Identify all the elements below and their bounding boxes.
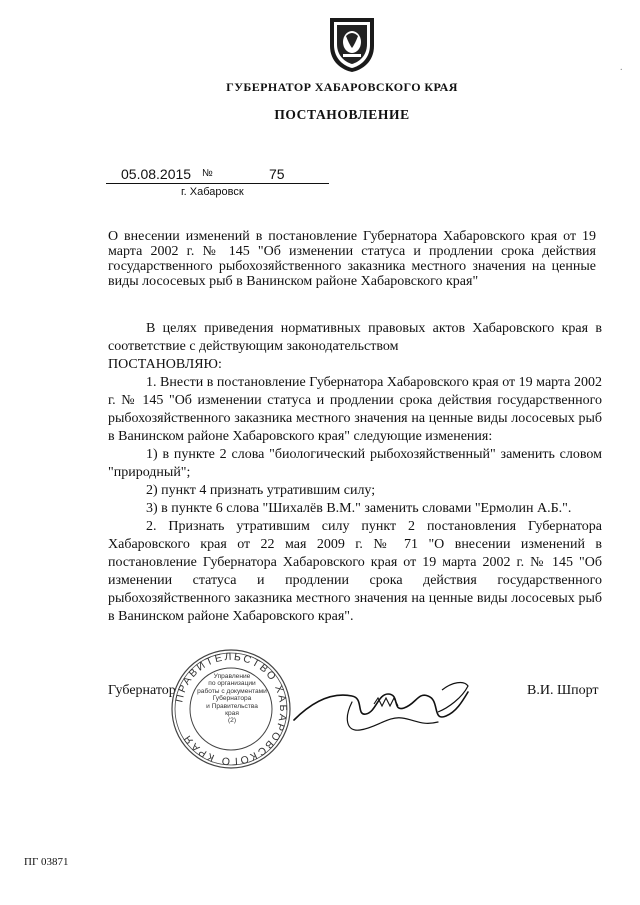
- preamble-paragraph: В целях приведения нормативных правовых актов Хабаровского края в соответствие с действующим законодательством: [108, 321, 602, 354]
- document-number: 75: [269, 166, 285, 182]
- date-number-line: [106, 165, 329, 184]
- stamp-inner-text: Управление по организации работы с документами Губернатора и Правительства края (2): [197, 673, 267, 725]
- coat-of-arms-icon: [324, 14, 380, 74]
- signatory-name: В.И. Шпорт: [527, 683, 599, 698]
- item-2-paragraph: 2. Признать утратившим силу пункт 2 постановления Губернатора Хабаровского края от 22 мая 2009 г. № 71 "О внесении изменений в постановление Губернатора Хабаровского края от 19 марта 2002 г. № 145 "Об изменении статуса и продлении срока действия государственного рыбохозяйственного заказника местного значения на ценные виды лососевых рыб в Ванинском районе Хабаровского края".: [108, 519, 602, 624]
- document-type-heading: ПОСТАНОВЛЕНИЕ: [274, 107, 410, 122]
- document-city: г. Хабаровск: [181, 186, 244, 198]
- number-sign: №: [202, 168, 213, 179]
- svg-text:ПРАВИТЕЛЬСТВО ХАБАРОВСКОГО КРА: ПРАВИТЕЛЬСТВО ХАБАРОВСКОГО КРАЯ: [173, 650, 290, 768]
- signatory-position: Губернатор: [108, 683, 176, 698]
- resolve-heading: ПОСТАНОВЛЯЮ:: [108, 357, 222, 372]
- sub-item-2: 2) пункт 4 признать утратившим силу;: [146, 483, 376, 498]
- corner-mark: .: [620, 62, 623, 73]
- document-date: 05.08.2015: [121, 166, 192, 182]
- sub-item-3: 3) в пункте 6 слова "Шихалёв В.М." заменить словами "Ермолин А.Б.".: [146, 501, 572, 516]
- sub-item-1: 1) в пункте 2 слова "биологический рыбохозяйственный" заменить словом "природный";: [108, 447, 602, 480]
- document-title: О внесении изменений в постановление Губернатора Хабаровского края от 19 марта 2002 г. № 145 "Об изменении статуса и продлении срока действия государственного рыбохозяйственного заказника местного значения на ценные виды лососевых рыб в Ванинском районе Хабаровского края": [108, 229, 596, 289]
- footer-code: ПГ 03871: [24, 856, 69, 868]
- handwritten-signature: [292, 672, 472, 742]
- item-1-paragraph: 1. Внести в постановление Губернатора Хабаровского края от 19 марта 2002 г. № 145 "Об изменении статуса и продлении срока действия государственного рыбохозяйственного заказника местного значения на ценные виды лососевых рыб в Ванинском районе Хабаровского края" следующие изменения:: [108, 375, 602, 444]
- document-body: [108, 320, 602, 626]
- organization-heading: ГУБЕРНАТОР ХАБАРОВСКОГО КРАЯ: [226, 80, 458, 94]
